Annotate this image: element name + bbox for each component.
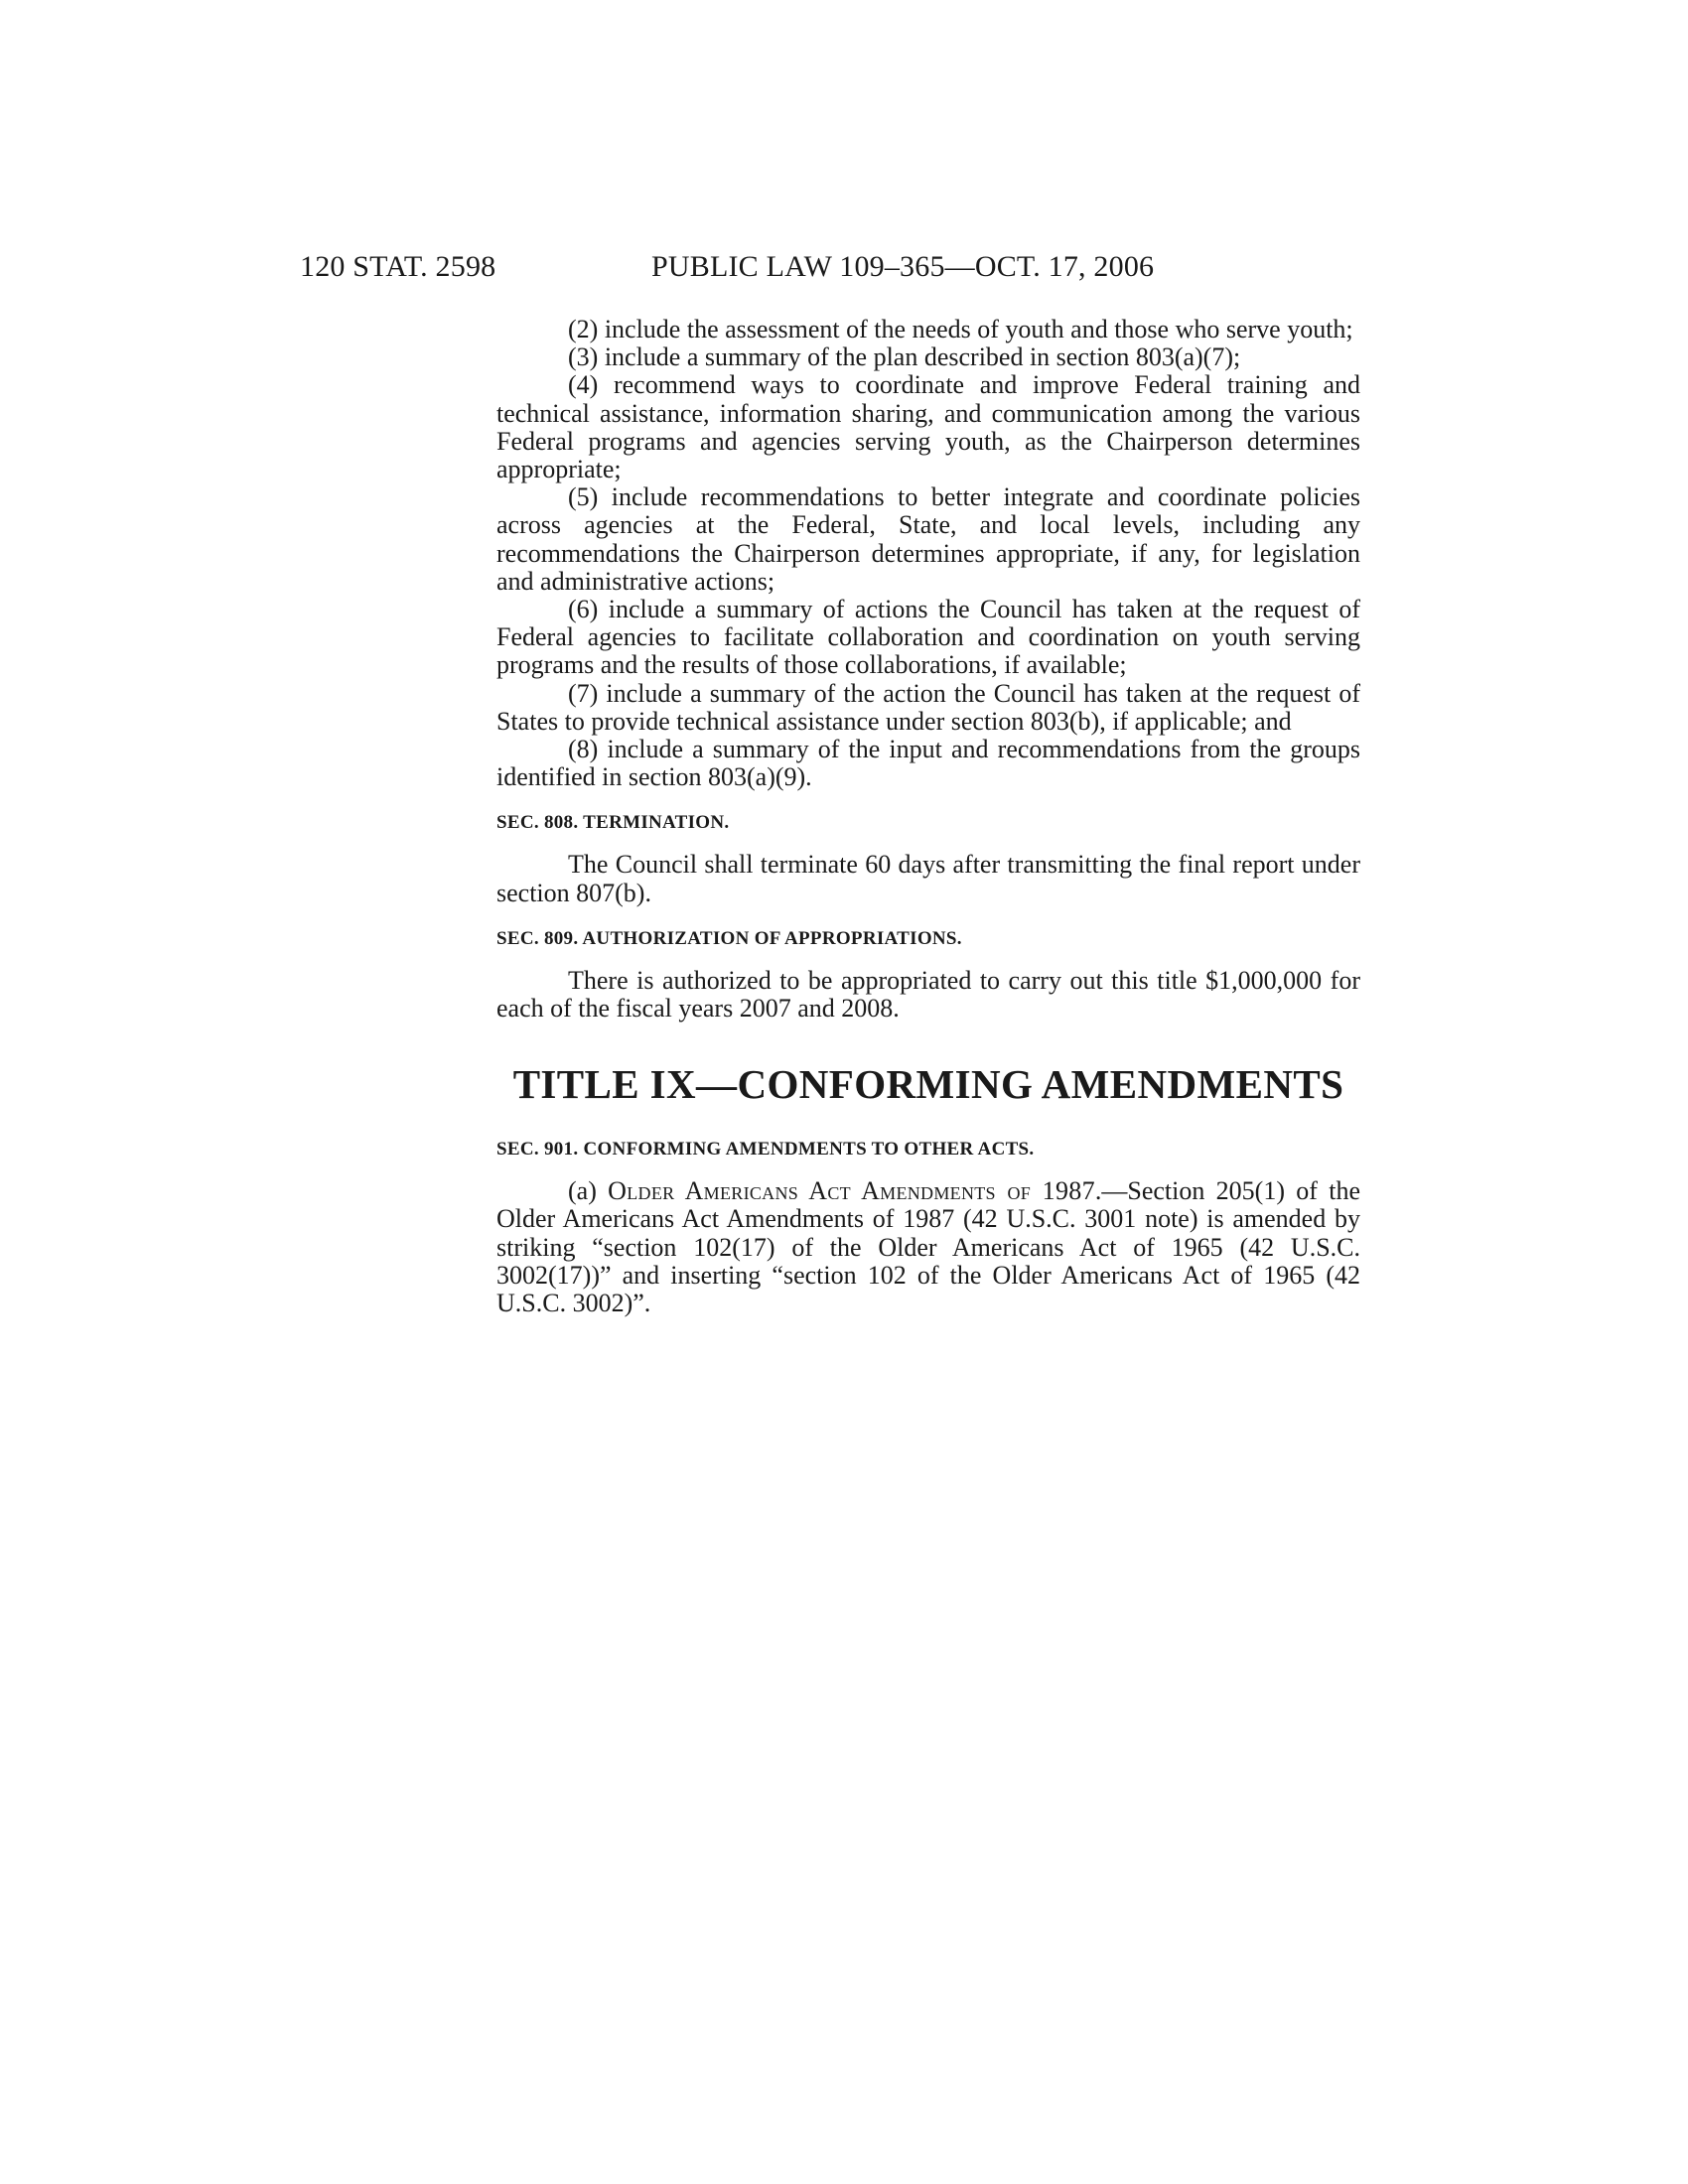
paragraph-4: (4) recommend ways to coordinate and improve Federal training and technical assistance, information sharing, and communication among the various Federal programs and agencies serving youth, as the Chairperson determines appropriate;: [496, 370, 1360, 484]
paragraph-5: (5) include recommendations to better integrate and coordinate policies across agencies at the Federal, State, and local levels, including any recommendations the Chairperson determines appropriate, if any, for legislation and administrative actions;: [496, 482, 1360, 596]
spacer: [496, 907, 1360, 927]
section-809-text: There is authorized to be appropriated to carry out this title $1,000,000 for each of the fiscal years 2007 and 2008.: [496, 965, 1360, 1024]
paragraph-2: (2) include the assessment of the needs of youth and those who serve youth;: [568, 315, 1353, 343]
stat-page-reference: 120 STAT. 2598: [300, 250, 496, 283]
public-law-header: PUBLIC LAW 109–365—OCT. 17, 2006: [651, 250, 1155, 283]
paragraph-3: (3) include a summary of the plan described in section 803(a)(7);: [568, 342, 1241, 372]
subsection-a-marker: (a): [568, 1176, 597, 1206]
spacer: [496, 1023, 1360, 1060]
subsection-a-text: .—Section 205(1) of the Older Americans Act Amendments of 1987 (42 U.S.C. 3001 note) is amended by striking “section 102(17) of the Older Americans Act of 1965 (42 U.S.C. 3002(17))” and inserting “section 102 of the Older Americans Act of 1965 (42 U.S.C. 3002)”.: [496, 1176, 1360, 1318]
paragraph-8: (8) include a summary of the input and recommendations from the groups identified in section 803(a)(9).: [496, 735, 1360, 792]
section-808-heading: SEC. 808. TERMINATION.: [496, 812, 730, 834]
document-body: [496, 316, 1360, 1317]
section-809-heading: SEC. 809. AUTHORIZATION OF APPROPRIATIONS.: [496, 927, 962, 949]
title-ix-heading: TITLE IX—CONFORMING AMENDMENTS: [512, 1061, 1344, 1108]
spacer: [496, 791, 1360, 811]
spacer: [496, 951, 1360, 967]
paragraph-6: (6) include a summary of actions the Council has taken at the request of Federal agencies to facilitate collaboration and coordination on youth serving programs and the results of those collaborations, if available;: [496, 595, 1360, 680]
spacer: [496, 1108, 1360, 1138]
subsection-a-caption: Older Americans Act Amendments of 1987: [608, 1176, 1095, 1206]
section-901-subsection-a: [496, 1177, 1360, 1317]
section-901-heading: SEC. 901. CONFORMING AMENDMENTS TO OTHER ACTS.: [496, 1139, 1035, 1160]
paragraph-7: (7) include a summary of the action the Council has taken at the request of States to provide technical assistance under section 803(b), if applicable; and: [496, 678, 1360, 736]
spacer: [496, 1161, 1360, 1177]
section-808-text: The Council shall terminate 60 days after transmitting the final report under section 807(b).: [496, 850, 1360, 907]
spacer: [496, 835, 1360, 851]
